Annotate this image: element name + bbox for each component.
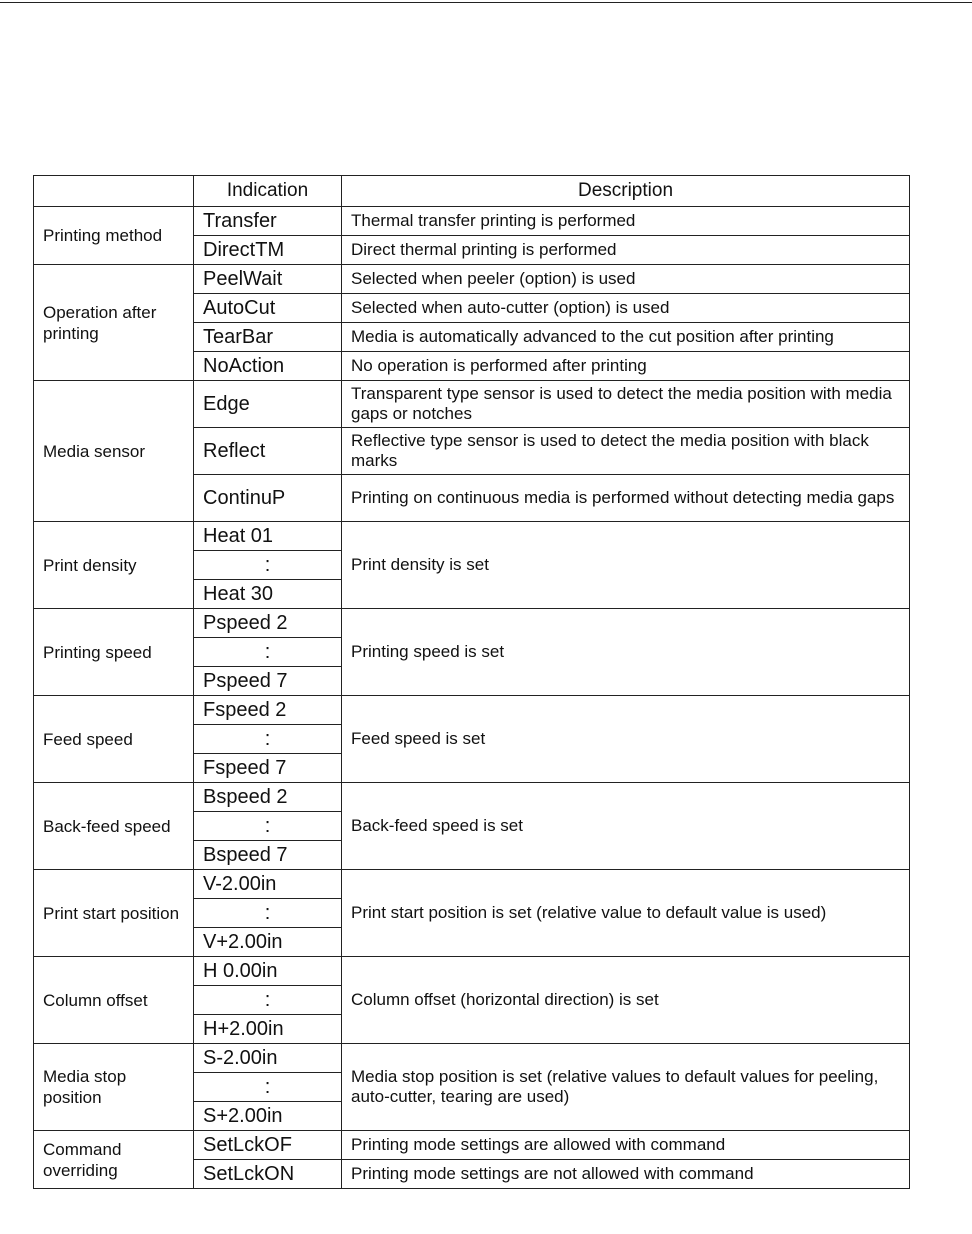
indication-cell: S-2.00in — [194, 1044, 342, 1073]
indication-range-dots: : — [194, 638, 342, 667]
description-cell: Thermal transfer printing is performed — [342, 207, 910, 236]
description-cell: Reflective type sensor is used to detect the media position with black marks — [342, 428, 910, 475]
description-cell: Media is automatically advanced to the cut position after printing — [342, 323, 910, 352]
description-cell: Printing mode settings are not allowed with command — [342, 1160, 910, 1189]
description-cell: Feed speed is set — [342, 696, 910, 783]
indication-cell: SetLckOF — [194, 1131, 342, 1160]
group-label-media-sensor: Media sensor — [34, 381, 194, 522]
header-description: Description — [342, 176, 910, 207]
group-label-printing-method: Printing method — [34, 207, 194, 265]
indication-range-dots: : — [194, 551, 342, 580]
indication-range-dots: : — [194, 1073, 342, 1102]
description-cell: Selected when auto-cutter (option) is used — [342, 294, 910, 323]
description-cell: Printing on continuous media is performed without detecting media gaps — [342, 475, 910, 522]
indication-cell: Heat 01 — [194, 522, 342, 551]
indication-cell: DirectTM — [194, 236, 342, 265]
indication-cell: H+2.00in — [194, 1015, 342, 1044]
description-cell: Transparent type sensor is used to detect the media position with media gaps or notches — [342, 381, 910, 428]
indication-cell: ContinuP — [194, 475, 342, 522]
indication-cell: NoAction — [194, 352, 342, 381]
indication-cell: Reflect — [194, 428, 342, 475]
description-cell: Selected when peeler (option) is used — [342, 265, 910, 294]
indication-cell: Transfer — [194, 207, 342, 236]
header-blank — [34, 176, 194, 207]
description-cell: Column offset (horizontal direction) is set — [342, 957, 910, 1044]
group-label-print-start-position: Print start position — [34, 870, 194, 957]
indication-cell: Heat 30 — [194, 580, 342, 609]
description-cell: Print density is set — [342, 522, 910, 609]
description-cell: Printing mode settings are allowed with command — [342, 1131, 910, 1160]
indication-cell: Bspeed 2 — [194, 783, 342, 812]
table-row — [34, 957, 910, 986]
indication-cell: AutoCut — [194, 294, 342, 323]
indication-cell: Fspeed 2 — [194, 696, 342, 725]
group-label-printing-speed: Printing speed — [34, 609, 194, 696]
description-cell: Media stop position is set (relative values to default values for peeling, auto-cutter, tearing are used) — [342, 1044, 910, 1131]
indication-cell: PeelWait — [194, 265, 342, 294]
description-cell: No operation is performed after printing — [342, 352, 910, 381]
indication-cell: V+2.00in — [194, 928, 342, 957]
table-header-row — [34, 176, 910, 207]
indication-cell: Pspeed 2 — [194, 609, 342, 638]
indication-cell: Bspeed 7 — [194, 841, 342, 870]
page-top-rule — [0, 2, 972, 3]
group-label-command-overriding: Command overriding — [34, 1131, 194, 1189]
table-row — [34, 609, 910, 638]
table-row — [34, 783, 910, 812]
indication-cell: Pspeed 7 — [194, 667, 342, 696]
indication-cell: Edge — [194, 381, 342, 428]
header-indication: Indication — [194, 176, 342, 207]
indication-cell: H 0.00in — [194, 957, 342, 986]
table-row — [34, 522, 910, 551]
group-label-print-density: Print density — [34, 522, 194, 609]
indication-cell: S+2.00in — [194, 1102, 342, 1131]
description-cell: Direct thermal printing is performed — [342, 236, 910, 265]
group-label-back-feed-speed: Back-feed speed — [34, 783, 194, 870]
indication-cell: V-2.00in — [194, 870, 342, 899]
description-cell: Back-feed speed is set — [342, 783, 910, 870]
indication-cell: Fspeed 7 — [194, 754, 342, 783]
group-label-column-offset: Column offset — [34, 957, 194, 1044]
group-label-media-stop-position: Media stop position — [34, 1044, 194, 1131]
table-row — [34, 207, 910, 236]
group-label-feed-speed: Feed speed — [34, 696, 194, 783]
settings-table — [33, 175, 910, 1189]
group-label-operation-after-printing: Operation after printing — [34, 265, 194, 381]
indication-range-dots: : — [194, 899, 342, 928]
description-cell: Print start position is set (relative value to default value is used) — [342, 870, 910, 957]
description-cell: Printing speed is set — [342, 609, 910, 696]
table-row — [34, 870, 910, 899]
table-row — [34, 696, 910, 725]
indication-range-dots: : — [194, 812, 342, 841]
indication-cell: TearBar — [194, 323, 342, 352]
table-row — [34, 381, 910, 428]
table-row — [34, 1131, 910, 1160]
table-row — [34, 265, 910, 294]
indication-cell: SetLckON — [194, 1160, 342, 1189]
table-row — [34, 1044, 910, 1073]
indication-range-dots: : — [194, 725, 342, 754]
indication-range-dots: : — [194, 986, 342, 1015]
